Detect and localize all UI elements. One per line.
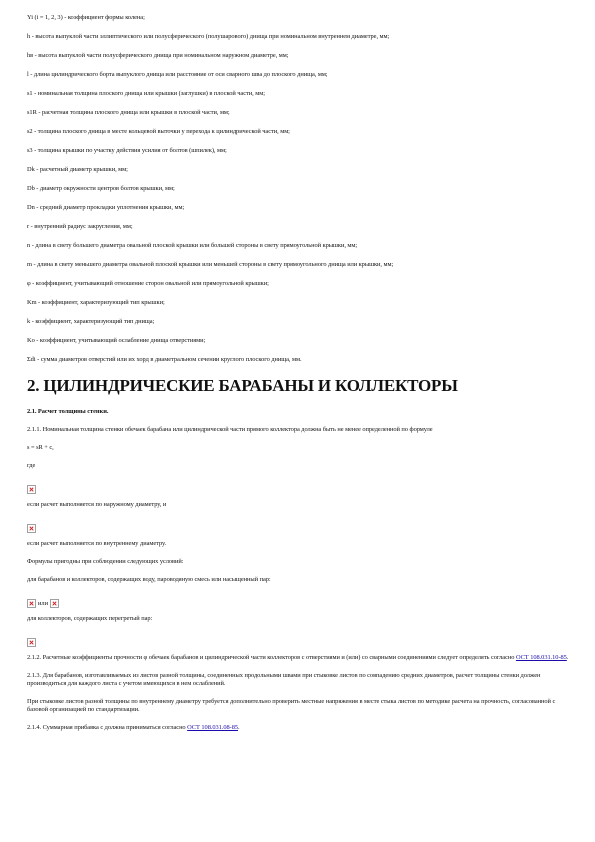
definition-item: Dk - расчетный диаметр крышки, мм;	[27, 166, 128, 173]
definition-item: Σdi - сумма диаметров отверстий или их хорд в диаметральном сечении круглого плоского днища, мм.	[27, 356, 302, 363]
definition-item: Km - коэффициент, характеризующий тип крышки;	[27, 299, 165, 306]
definition-item: Ko - коэффициент, учитывающий ослабление днища отверстиями;	[27, 337, 206, 344]
definition-item: φ - коэффициент, учитывающий отношение сторон овальной или прямоугольной крышки;	[27, 280, 269, 287]
definition-item: l - длина цилиндрического борта выпуклого днища или расстояние от оси сварного шва до плоского днища, мм;	[27, 71, 328, 78]
paragraph-2-1-1: 2.1.1. Номинальная толщина стенки обечаек барабана или цилиндрической части прямого коллектора должна быть не менее определенной по формуле	[27, 426, 433, 433]
definitions-list	[27, 14, 572, 364]
definition-item: h - высота выпуклой части эллиптического или полусферического (полушарового) днища при номинальном внутреннем диаметре, мм;	[27, 33, 390, 40]
paragraph-2-1-3-extra: При стыковке листов разной толщины по внутреннему диаметру требуется дополнительно проверить местные напряжения в месте стыка листов по методике расчета на прочность, согласованной с базовой организацией по стандартизации.	[27, 698, 556, 713]
broken-image-icon	[27, 638, 36, 647]
outer-diameter-note: если расчет выполняется по наружному диаметру, и	[27, 501, 167, 508]
definition-item: hв - высота выпуклой части полусферического днища при номинальном наружном диаметре, мм;	[27, 52, 289, 59]
paragraph-2-1-2	[27, 654, 572, 662]
broken-image-icon	[27, 485, 36, 494]
formula-image-inner	[27, 519, 572, 529]
broken-image-icon	[50, 599, 59, 608]
superheated-condition: для коллекторов, содержащих перегретый пар:	[27, 615, 153, 622]
ost-08-85-link[interactable]: ОСТ 108.031.08-85	[187, 724, 239, 731]
definition-item: Dn - средний диаметр прокладки уплотнения крышки, мм;	[27, 204, 185, 211]
validity-conditions: Формулы пригодны при соблюдении следующих условий:	[27, 558, 184, 565]
definition-item: Yi (i = 1, 2, 3) - коэффициент формы колена;	[27, 14, 145, 21]
paragraph-2-1-4-text: 2.1.4. Суммарная прибавка с должна приниматься согласно	[27, 724, 188, 731]
definition-item: Db - диаметр окружности центров болтов крышки, мм;	[27, 185, 175, 192]
definition-item: s1 - номинальная толщина плоского днища или крышки (заглушки) в плоской части, мм;	[27, 90, 265, 97]
where-text: где	[27, 462, 36, 469]
definition-item: s2 - толщина плоского днища в месте кольцевой выточки у перехода к цилиндрической части, мм;	[27, 128, 290, 135]
section-heading: 2. ЦИЛИНДРИЧЕСКИЕ БАРАБАНЫ И КОЛЛЕКТОРЫ	[27, 376, 458, 395]
or-label: или	[38, 599, 49, 607]
definition-item: m - длина в свету меньшего диаметра овальной плоской крышки или меньшей стороны в свету прямоугольного днища или крышки, мм;	[27, 261, 394, 268]
definition-item: r - внутренний радиус закругления, мм;	[27, 223, 133, 230]
drums-condition: для барабанов и коллекторов, содержащих воду, пароводяную смесь или насыщенный пар:	[27, 576, 271, 583]
paragraph-2-1-4-end: .	[238, 724, 240, 731]
inner-diameter-note: если расчет выполняется по внутреннему диаметру.	[27, 540, 167, 547]
paragraph-2-1-2-end: .	[566, 654, 569, 661]
definition-item: n - длина в свету большего диаметра овальной плоской крышки или большей стороны в свету прямоугольной крышки, мм;	[27, 242, 358, 249]
paragraph-2-1-3: 2.1.3. Для барабанов, изготавливаемых из листов разной толщины, соединенных продольными швами при стыковке листов по совпадению средних диаметров, расчет толщины стенки должен производиться для каждого листа с учетом имеющихся в нем ослаблений.	[27, 672, 541, 687]
condition-images-row	[27, 594, 572, 607]
superheated-formula-image	[27, 633, 572, 643]
paragraph-2-1-4	[27, 724, 572, 732]
subsection-title: 2.1. Расчет толщины стенки.	[27, 408, 109, 415]
broken-image-icon	[27, 524, 36, 533]
definition-item: s1R - расчетная толщина плоского днища или крышки в плоской части, мм;	[27, 109, 230, 116]
paragraph-2-1-2-text: 2.1.2. Расчетные коэффициенты прочности φ обечаек барабанов и цилиндрической части коллекторов с отверстиями и (или) со сварными соединениями следует определять согласно	[27, 654, 516, 661]
document-page	[27, 14, 572, 742]
ost-10-85-link[interactable]: ОСТ 108.031.10-85	[515, 654, 567, 661]
broken-image-icon	[27, 599, 36, 608]
formula-text: s = sR + c,	[27, 444, 54, 451]
definition-item: k - коэффициент, характеризующий тип днища;	[27, 318, 155, 325]
definition-item: s3 - толщина крышки по участку действия усилия от болтов (шпилек), мм;	[27, 147, 227, 154]
formula-image-outer	[27, 480, 572, 490]
